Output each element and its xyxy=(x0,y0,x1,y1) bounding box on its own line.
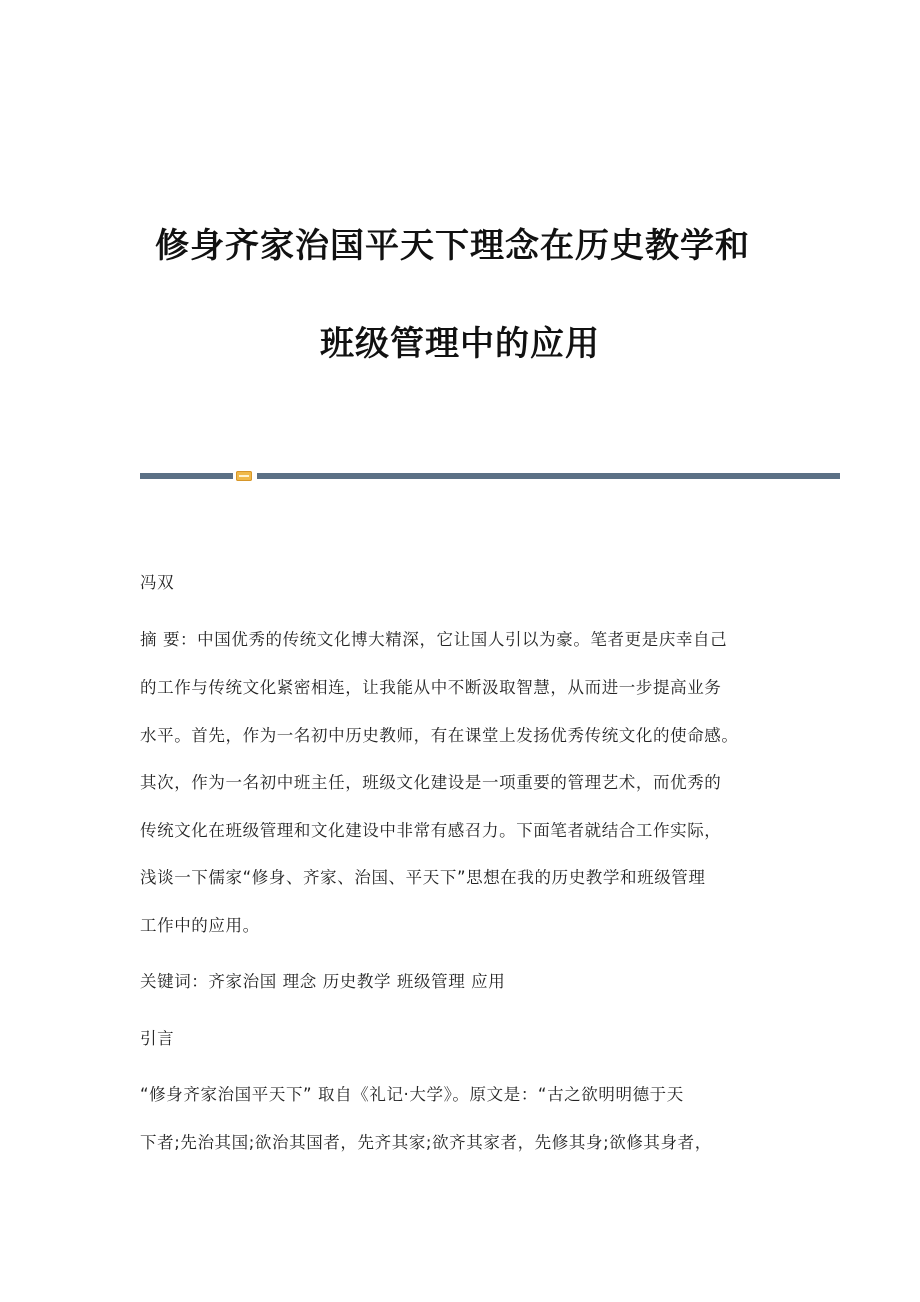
divider-bar-right xyxy=(257,473,840,479)
divider-ornament-icon xyxy=(236,471,252,481)
abstract-line: 其次，作为一名初中班主任，班级文化建设是一项重要的管理艺术，而优秀的 xyxy=(140,773,722,792)
author-name: 冯双 xyxy=(140,573,175,592)
abstract-line: 传统文化在班级管理和文化建设中非常有感召力。下面笔者就结合工作实际， xyxy=(140,821,722,840)
abstract-line: 水平。首先，作为一名初中历史教师，有在课堂上发扬优秀传统文化的使命感。 xyxy=(140,726,739,745)
divider-bar-left xyxy=(140,473,233,479)
body-line: 下者;先治其国;欲治其国者，先齐其家;欲齐其家者，先修其身;欲修其身者， xyxy=(140,1133,712,1152)
body-line: “修身齐家治国平天下” 取自《礼记·大学》。原文是：“古之欲明明德于天 xyxy=(140,1085,684,1104)
section-heading-introduction: 引言 xyxy=(140,1029,175,1048)
abstract-line: 工作中的应用。 xyxy=(140,916,260,935)
document-title-line-2: 班级管理中的应用 xyxy=(320,324,600,364)
abstract-line: 浅谈一下儒家“修身、齐家、治国、平天下”思想在我的历史教学和班级管理 xyxy=(140,868,706,887)
title-divider xyxy=(140,471,840,479)
document-title-line-1: 修身齐家治国平天下理念在历史教学和 xyxy=(155,226,750,266)
abstract-line: 摘 要：中国优秀的传统文化博大精深，它让国人引以为豪。笔者更是庆幸自己 xyxy=(140,630,728,649)
abstract-line: 的工作与传统文化紧密相连，让我能从中不断汲取智慧，从而进一步提高业务 xyxy=(140,678,722,697)
keywords: 关键词：齐家治国 理念 历史教学 班级管理 应用 xyxy=(140,972,506,991)
